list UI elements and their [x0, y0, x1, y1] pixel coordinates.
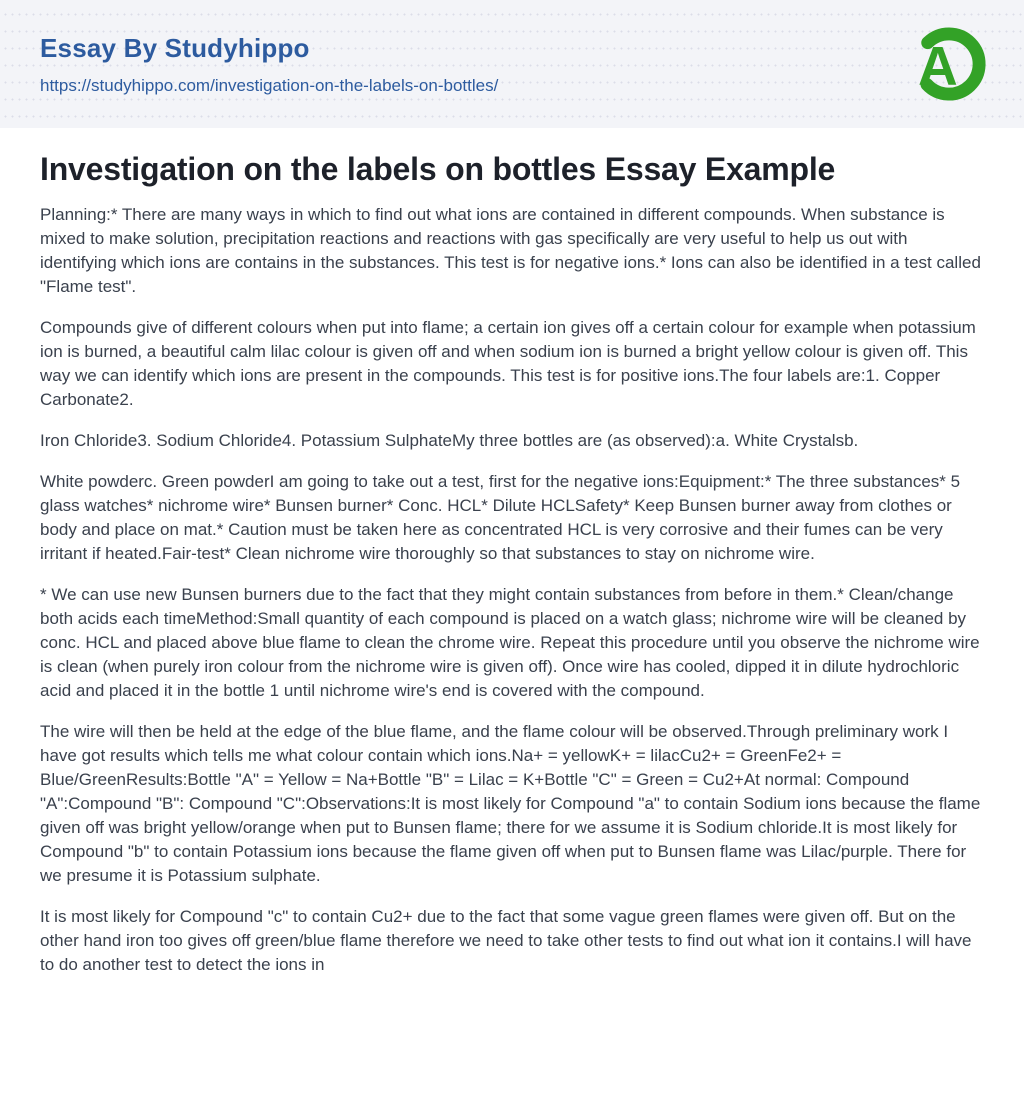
- source-url-link[interactable]: https://studyhippo.com/investigation-on-the-labels-on-bottles/: [40, 75, 499, 95]
- page-header: [0, 0, 1024, 128]
- essay-paragraph: The wire will then be held at the edge of the blue flame, and the flame colour will be observed.Through preliminary work I have got results which tells me what colour contain which ions.Na+ = yellowK+ = lilacCu2+ = GreenFe2+ = Blue/GreenResults:Bottle "A" = Yellow = Na+Bottle "B" = Lilac = K+Bottle "C" = Green = Cu2+At normal: Compound "A":Compound "B": Compound "C":Observations:It is most likely for Compound "a" to contain Sodium ions because the flame given off was bright yellow/orange when put to Bunsen flame; there for we assume it is Sodium chloride.It is most likely for Compound "b" to contain Potassium ions because the flame given off when put to Bunsen flame was Lilac/purple. There for we presume it is Potassium sulphate.: [40, 722, 981, 886]
- logo-letter: A: [917, 34, 958, 97]
- header-text-block: [40, 33, 498, 96]
- essay-paragraph: It is most likely for Compound "c" to contain Cu2+ due to the fact that some vague green flames were given off. But on the other hand iron too gives off green/blue flame therefore we need to take other tests to find out what ion it contains.I will have to do another test to detect the ions in: [40, 907, 972, 975]
- essay-paragraph: * We can use new Bunsen burners due to the fact that they might contain substances from before in them.* Clean/change both acids each timeMethod:Small quantity of each compound is placed on a watch glass; nichrome wire will be cleaned by conc. HCL and placed above blue flame to clean the chrome wire. Repeat this procedure until you observe the nichrome wire is clean (when purely iron colour from the nichrome wire is given off). Once wire has cooled, dipped it in dilute hydrochloric acid and placed it in the bottle 1 until nichrome wire's end is covered with the compound.: [40, 585, 980, 701]
- studyhippo-logo: [906, 21, 992, 107]
- article: [0, 128, 1024, 977]
- essay-paragraph: Planning:* There are many ways in which to find out what ions are contained in different compounds. When substance is mixed to make solution, precipitation reactions and reactions with gas specifically are very useful to help us out with identifying which ions are contains in the substances. This test is for negative ions.* Ions can also be identified in a test called "Flame test".: [40, 205, 981, 297]
- page-title: Investigation on the labels on bottles Essay Example: [40, 151, 836, 187]
- logo-arc-icon: [906, 21, 992, 107]
- article-body: [40, 203, 984, 977]
- essay-paragraph: White powderc. Green powderI am going to take out a test, first for the negative ions:Equipment:* The three substances* 5 glass watches* nichrome wire* Bunsen burner* Conc. HCL* Dilute HCLSafety* Keep Bunsen burner away from clothes or body and place on mat.* Caution must be taken here as concentrated HCL is very corrosive and their fumes can be very irritant if heated.Fair-test* Clean nichrome wire thoroughly so that substances to stay on nichrome wire.: [40, 472, 961, 564]
- essay-paragraph: Iron Chloride3. Sodium Chloride4. Potassium SulphateMy three bottles are (as observed):a. White Crystalsb.: [40, 431, 859, 451]
- site-title: Essay By Studyhippo: [40, 32, 310, 63]
- essay-paragraph: Compounds give of different colours when put into flame; a certain ion gives off a certain colour for example when potassium ion is burned, a beautiful calm lilac colour is given off and when sodium ion is burned a bright yellow colour is given off. This way we can identify which ions are present in the compounds. This test is for positive ions.The four labels are:1. Copper Carbonate2.: [40, 318, 976, 410]
